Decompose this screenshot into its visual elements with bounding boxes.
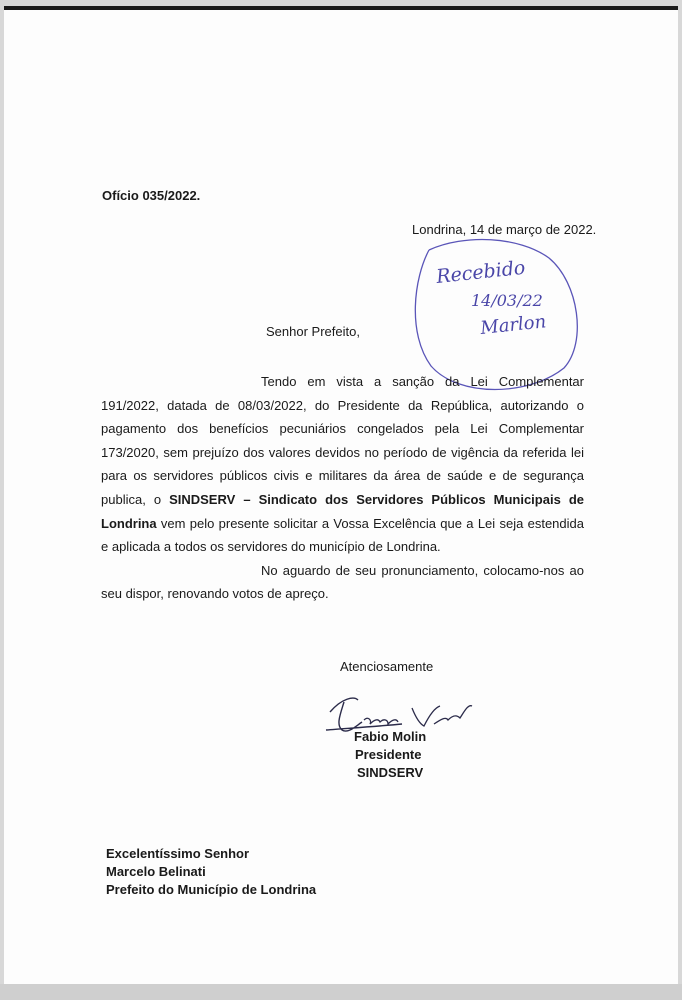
letter-body — [101, 370, 584, 606]
stamp-initials: Marlon — [479, 311, 548, 339]
scan-bottom-edge — [0, 984, 682, 1000]
body-paragraph-1 — [101, 370, 584, 559]
addressee-line-3: Prefeito do Município de Londrina — [106, 882, 317, 897]
addressee-line-2: Marcelo Belinati — [106, 864, 206, 879]
body-paragraph-2: No aguardo de seu pronunciamento, colocamo-nos ao seu dispor, renovando votos de apreço. — [101, 562, 584, 602]
date-line: Londrina, 14 de março de 2022. — [412, 222, 597, 237]
addressee-block — [106, 845, 316, 899]
addressee-line-1: Excelentíssimo Senhor — [106, 846, 250, 861]
body-p1-after: vem pelo presente solicitar a Vossa Excelência que a Lei seja estendida e aplicada a todos os servidores do município de Londrina. — [101, 515, 584, 555]
document-reference: Ofício 035/2022. — [102, 188, 201, 203]
signer-name: Fabio Molin — [354, 729, 427, 744]
signer-title: Presidente — [355, 747, 422, 762]
closing: Atenciosamente — [340, 659, 434, 674]
salutation: Senhor Prefeito, — [266, 324, 360, 339]
signer-organization: SINDSERV — [357, 765, 424, 780]
stamp-received-date: 14/03/22 — [471, 291, 543, 310]
body-p1-bold: SINDSERV – Sindicato dos Servidores Públicos Municipais de Londrina — [101, 491, 584, 531]
body-p1-before: Tendo em vista a sanção da Lei Complementar 191/2022, datada de 08/03/2022, do Presidente da República, autorizando o pagamento dos benefícios pecuniários congelados pela Lei Complementar 173/2020, sem prejuízo dos valores devidos no período de vigência da referida lei para os servidores públicos civis e militares da área de saúde e de segurança publica, o — [101, 374, 584, 507]
letter-page — [4, 6, 678, 984]
stamp-received-text: Recebido — [435, 256, 527, 288]
